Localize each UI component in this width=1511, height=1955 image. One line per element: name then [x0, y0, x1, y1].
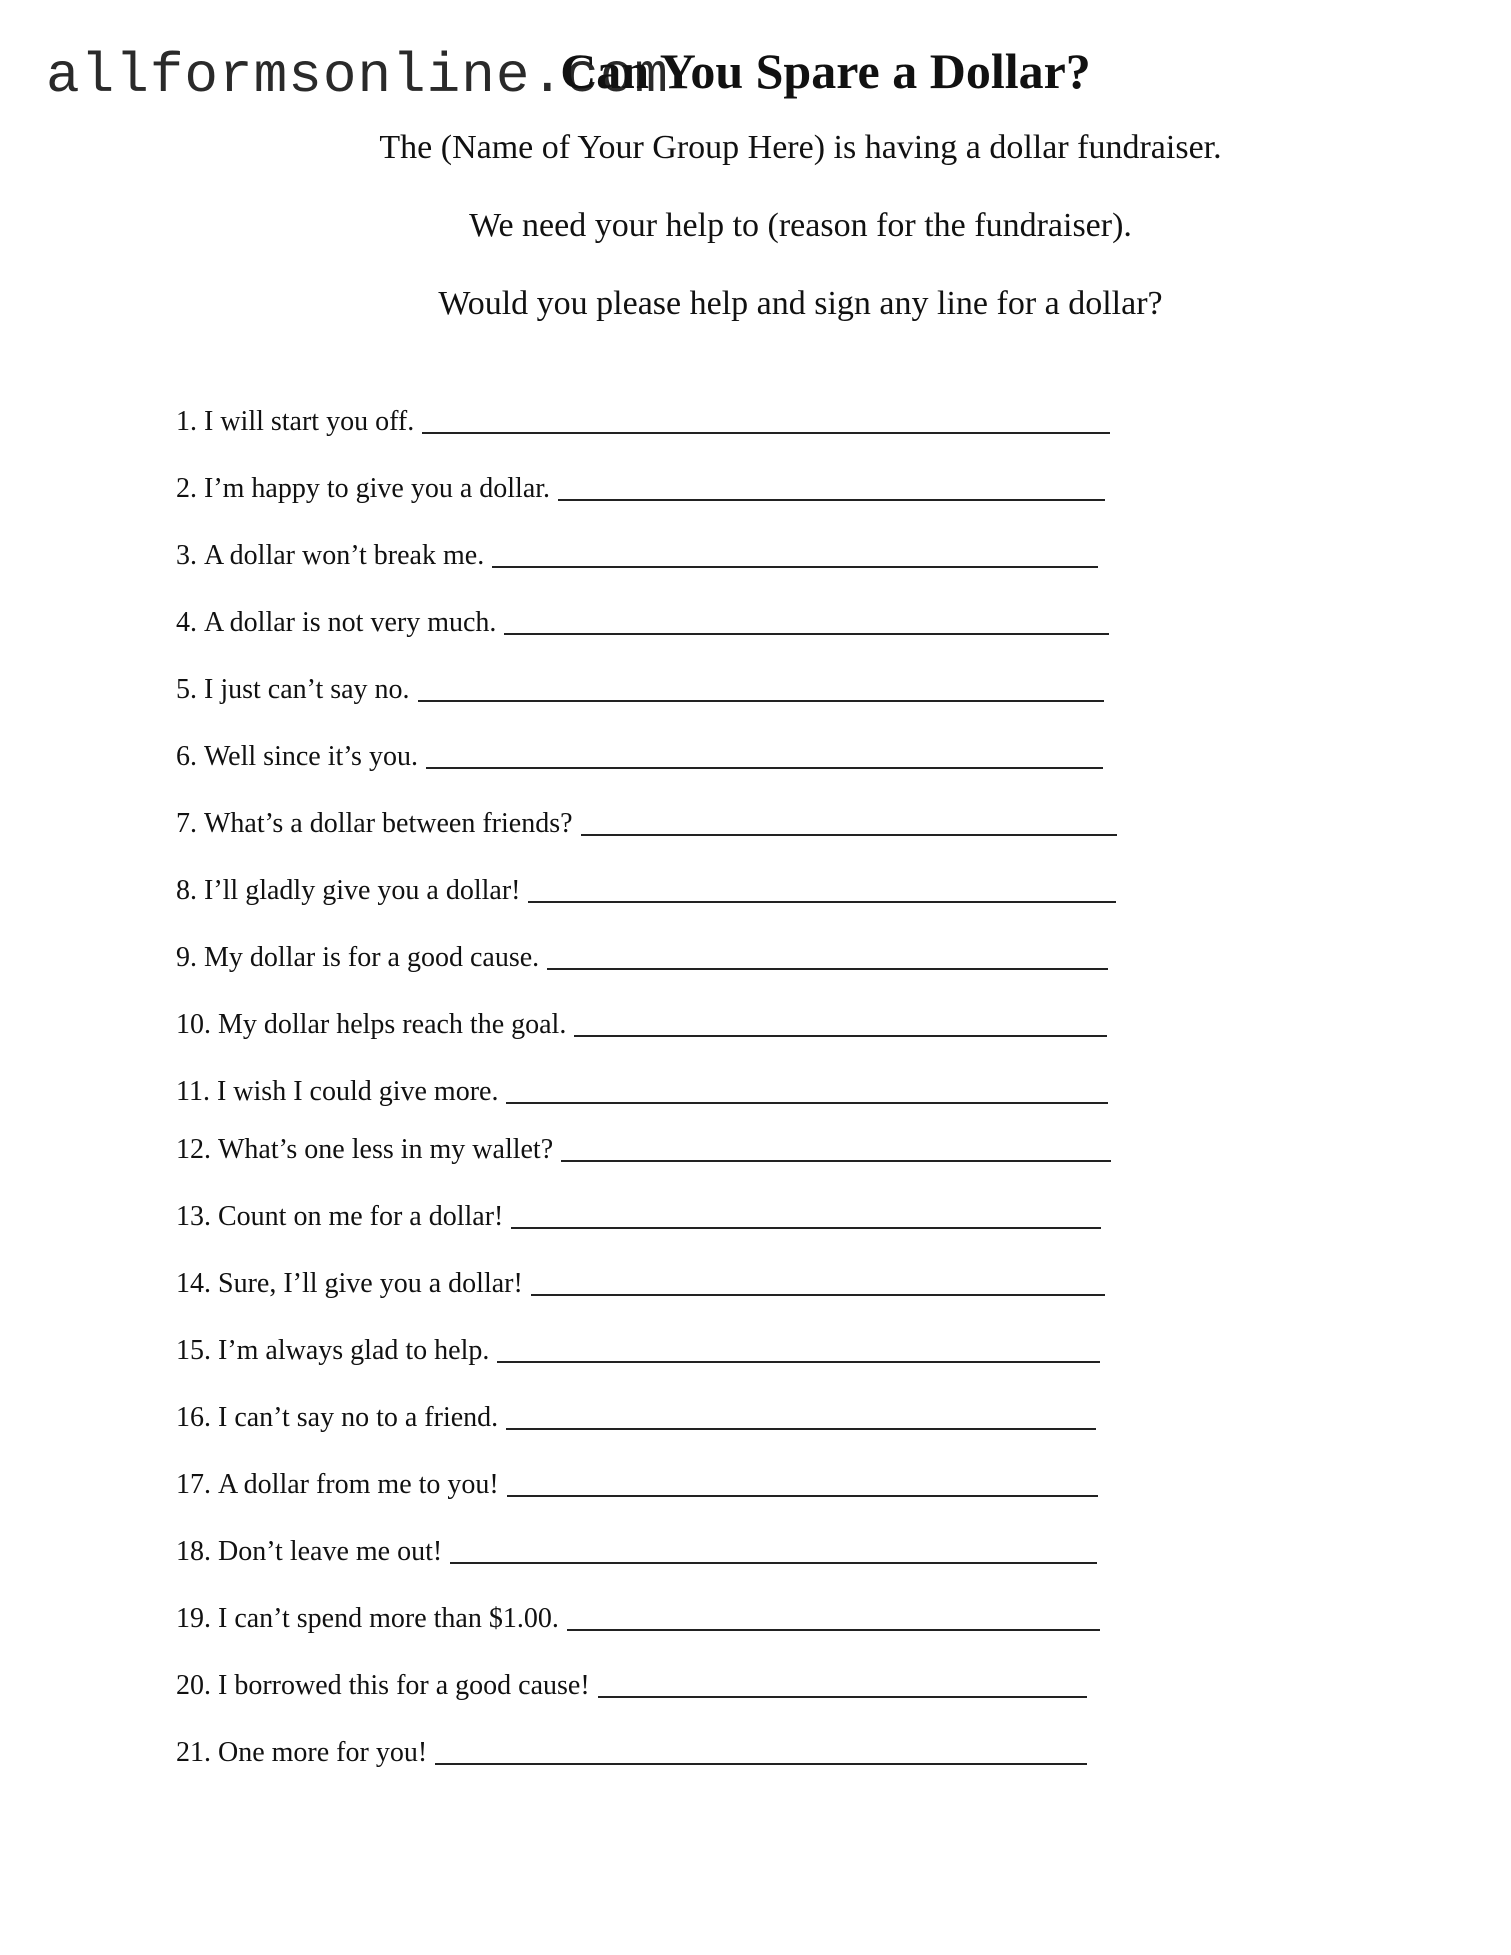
pledge-number: 12. — [176, 1134, 211, 1165]
signature-line[interactable] — [561, 1160, 1111, 1162]
pledge-text: I can’t say no to a friend. — [218, 1402, 499, 1433]
signature-line[interactable] — [506, 1428, 1096, 1430]
intro-line-reason: We need your help to (reason for the fundraiser). — [469, 207, 1132, 244]
pledge-number: 14. — [176, 1268, 211, 1299]
signature-line[interactable] — [598, 1696, 1087, 1698]
pledge-line-4 — [176, 609, 1109, 637]
pledge-text: My dollar is for a good cause. — [204, 942, 540, 973]
pledge-text: I’m always glad to help. — [218, 1335, 490, 1366]
pledge-number: 2. — [176, 473, 197, 504]
signature-line[interactable] — [504, 633, 1109, 635]
pledge-line-14 — [176, 1270, 1105, 1298]
pledge-text: What’s one less in my wallet? — [218, 1134, 554, 1165]
pledge-line-3 — [176, 542, 1098, 570]
pledge-line-2 — [176, 475, 1105, 503]
signature-line[interactable] — [435, 1763, 1087, 1765]
signature-line[interactable] — [528, 901, 1116, 903]
pledge-number: 16. — [176, 1402, 211, 1433]
signature-line[interactable] — [422, 432, 1110, 434]
pledge-text: What’s a dollar between friends? — [204, 808, 573, 839]
pledge-text: A dollar is not very much. — [204, 607, 497, 638]
pledge-number: 3. — [176, 540, 197, 571]
pledge-line-15 — [176, 1337, 1100, 1365]
pledge-text: One more for you! — [218, 1737, 428, 1768]
pledge-line-17 — [176, 1471, 1098, 1499]
pledge-text: I’ll gladly give you a dollar! — [204, 875, 521, 906]
pledge-line-20 — [176, 1672, 1087, 1700]
signature-line[interactable] — [507, 1495, 1098, 1497]
signature-line[interactable] — [567, 1629, 1100, 1631]
pledge-number: 17. — [176, 1469, 211, 1500]
pledge-number: 6. — [176, 741, 197, 772]
signature-line[interactable] — [426, 767, 1103, 769]
pledge-number: 15. — [176, 1335, 211, 1366]
pledge-line-9 — [176, 944, 1108, 972]
pledge-text: I will start you off. — [204, 406, 415, 437]
pledge-number: 8. — [176, 875, 197, 906]
pledge-number: 18. — [176, 1536, 211, 1567]
pledge-text: I’m happy to give you a dollar. — [204, 473, 551, 504]
pledge-number: 1. — [176, 406, 197, 437]
signature-line[interactable] — [558, 499, 1105, 501]
pledge-text: Sure, I’ll give you a dollar! — [218, 1268, 523, 1299]
pledge-line-11 — [176, 1078, 1108, 1106]
pledge-text: Don’t leave me out! — [218, 1536, 443, 1567]
pledge-text: I just can’t say no. — [204, 674, 410, 705]
pledge-number: 5. — [176, 674, 197, 705]
pledge-line-19 — [176, 1605, 1100, 1633]
signature-line[interactable] — [497, 1361, 1100, 1363]
pledge-text: I borrowed this for a good cause! — [218, 1670, 590, 1701]
pledge-line-18 — [176, 1538, 1097, 1566]
pledge-text: I can’t spend more than $1.00. — [218, 1603, 559, 1634]
pledge-line-10 — [176, 1011, 1107, 1039]
pledge-text: Well since it’s you. — [204, 741, 418, 772]
pledge-number: 20. — [176, 1670, 211, 1701]
signature-line[interactable] — [450, 1562, 1097, 1564]
pledge-number: 9. — [176, 942, 197, 973]
pledge-number: 13. — [176, 1201, 211, 1232]
signature-line[interactable] — [418, 700, 1104, 702]
pledge-number: 7. — [176, 808, 197, 839]
pledge-line-5 — [176, 676, 1104, 704]
pledge-line-1 — [176, 408, 1110, 436]
watermark-text: allformsonline.com — [46, 44, 669, 108]
pledge-text: Count on me for a dollar! — [218, 1201, 504, 1232]
signature-line[interactable] — [506, 1102, 1108, 1104]
signature-line[interactable] — [492, 566, 1098, 568]
signature-line[interactable] — [531, 1294, 1105, 1296]
pledge-number: 21. — [176, 1737, 211, 1768]
pledge-number: 10. — [176, 1009, 211, 1040]
pledge-text: A dollar from me to you! — [218, 1469, 499, 1500]
signature-line[interactable] — [547, 968, 1108, 970]
pledge-number: 4. — [176, 607, 197, 638]
pledge-text: A dollar won’t break me. — [204, 540, 485, 571]
pledge-line-12 — [176, 1136, 1111, 1164]
pledge-text: My dollar helps reach the goal. — [218, 1009, 567, 1040]
page-title: Can You Spare a Dollar? — [560, 43, 1091, 99]
pledge-line-8 — [176, 877, 1116, 905]
intro-line-request: Would you please help and sign any line for a dollar? — [438, 285, 1163, 322]
pledge-line-21 — [176, 1739, 1087, 1767]
pledge-number: 11. — [176, 1076, 210, 1107]
signature-line[interactable] — [581, 834, 1117, 836]
pledge-line-7 — [176, 810, 1117, 838]
pledge-line-16 — [176, 1404, 1096, 1432]
pledge-number: 19. — [176, 1603, 211, 1634]
signature-line[interactable] — [511, 1227, 1101, 1229]
pledge-text: I wish I could give more. — [216, 1076, 499, 1107]
pledge-line-6 — [176, 743, 1103, 771]
intro-line-group: The (Name of Your Group Here) is having a dollar fundraiser. — [379, 129, 1222, 166]
signature-line[interactable] — [574, 1035, 1107, 1037]
pledge-line-13 — [176, 1203, 1101, 1231]
